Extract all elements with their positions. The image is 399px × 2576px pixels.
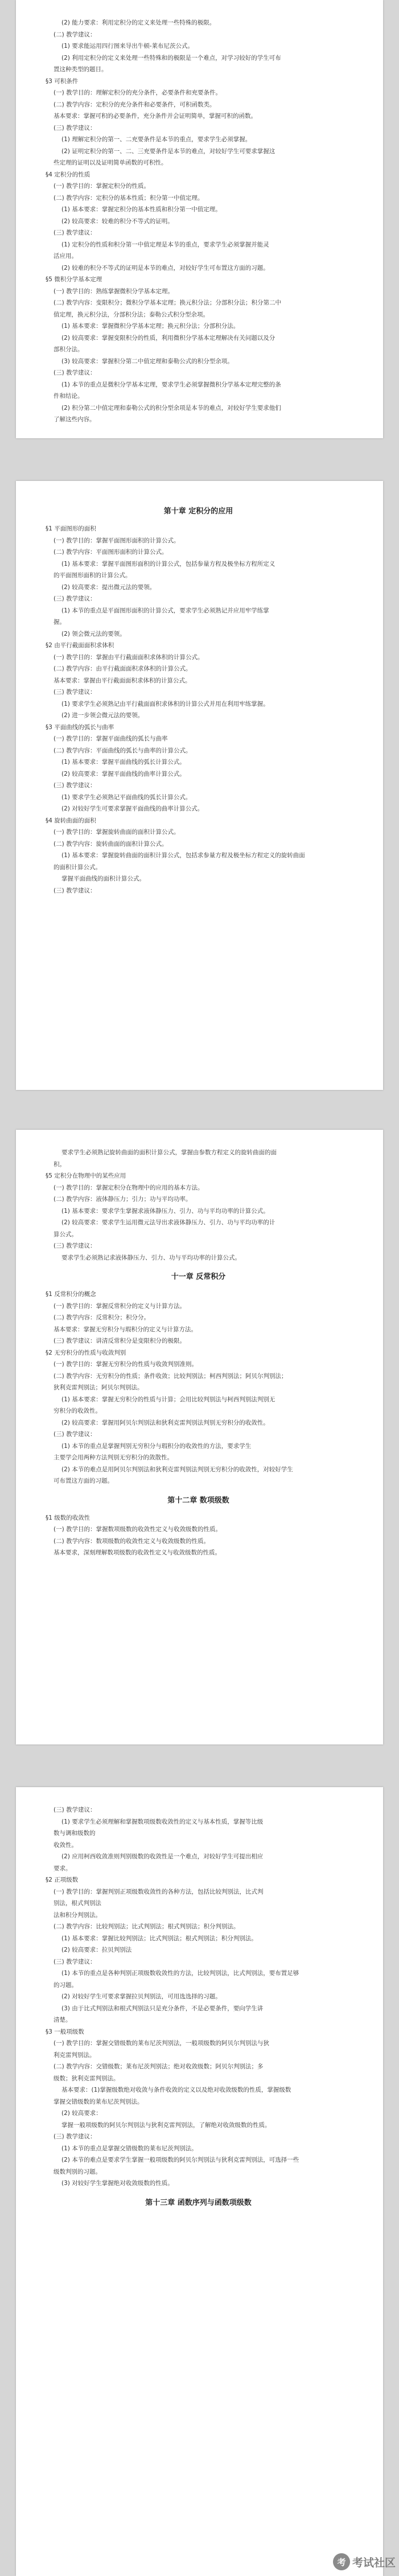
text-line: (二) 教学内容：定积分的基本性质；积分第一中值定理。 bbox=[54, 194, 204, 201]
text-line: 置这种类型的题目。 bbox=[54, 66, 108, 73]
text-line: 狄利克雷判别法；阿贝尔判别法。 bbox=[54, 1384, 143, 1391]
text-line: (一) 教学目的：熟练掌握微积分学基本定理。 bbox=[54, 287, 174, 295]
page-content bbox=[16, 1130, 383, 1570]
text-line: (2) 应用柯西收敛准则判别级数的收敛性是一个难点，对较好学生可提出相应 bbox=[61, 1853, 264, 1860]
section-heading: §3 可积条件 bbox=[46, 77, 79, 85]
section-heading: §5 微积分学基本定理 bbox=[46, 276, 102, 283]
text-line: (二) 教学内容：液体静压力；引力；功与平均功率。 bbox=[54, 1196, 192, 1203]
text-line: (1) 基本要求：掌握定积分的基本性质和积分第一中值定理。 bbox=[61, 206, 221, 213]
text-line: (二) 教学内容：定积分的充分条件和必要条件，可积函数类。 bbox=[54, 101, 216, 108]
text-line: (1) 本节的重点是掌握交错级数的莱布尼茨判别法。 bbox=[61, 2145, 198, 2152]
text-line: 数与调和级数的 bbox=[54, 1830, 96, 1837]
text-line: (1) 要求学生必须熟记平面曲线的弧长计算公式。 bbox=[61, 793, 192, 801]
text-line: (2) 本节的难点是用阿贝尔判别法和狄利克雷判别法判别无穷积分的收敛性，对较好学生 bbox=[61, 1466, 293, 1473]
text-line: (2) 领会微元法的要领。 bbox=[61, 630, 126, 637]
text-line: 部积分法。 bbox=[54, 346, 84, 353]
text-line: (1) 本节的重点是各种判别正项级数收敛性的方法，比较判别法，比式判别法，要布置足够 bbox=[61, 1970, 299, 1977]
text-line: (三) 教学建议： bbox=[54, 595, 96, 602]
text-line: 清楚。 bbox=[54, 2017, 72, 2023]
text-line: (三) 教学建议： bbox=[54, 1807, 96, 1813]
text-line: (1) 基本要求：掌握无穷积分的性质与计算；会用比较判别法与柯西判别法判别无 bbox=[61, 1396, 275, 1403]
text-line: (2) 较高要求：要求学生运用微元法导出求液体静压力、引力、功与平均功率的计 bbox=[61, 1219, 275, 1226]
text-line: (三) 教学建议： bbox=[54, 229, 96, 236]
section-heading: §4 定积分的性质 bbox=[46, 171, 91, 178]
text-line: (三) 教学建议： bbox=[54, 1242, 96, 1249]
text-line: (三) 教学建议： bbox=[54, 1958, 96, 1965]
text-line: 掌握一般项级数的阿贝尔判别法与狄利克雷判别法，了解绝对收敛级数的性质。 bbox=[61, 2121, 271, 2129]
text-line: 穷积分的收敛性。 bbox=[54, 1408, 101, 1414]
page-content bbox=[16, 481, 383, 908]
document-page-4 bbox=[16, 1787, 383, 2576]
text-line: (一) 教学目的：掌握平面曲线的弧长与曲率 bbox=[54, 735, 168, 742]
text-line: (一) 教学目的：掌握无穷积分的性质与收敛判别准则。 bbox=[54, 1361, 198, 1368]
text-line: (2) 较高要求：掌握变限积分的性质，利用微积分学基本定理解决有关问题以及分 bbox=[61, 334, 275, 341]
text-line: (三) 教学建议： bbox=[54, 1431, 96, 1438]
text-line: (1) 基本要求：要求学生掌握求液体静压力、引力、功与平均功率的计算公式。 bbox=[61, 1207, 269, 1215]
text-line: (三) 教学建议： bbox=[54, 887, 96, 894]
text-line: (一) 教学目的：掌握平面图形面积的计算公式。 bbox=[54, 537, 180, 544]
text-line: (1) 理解定积分的第一、二充要条件是本节的重点，要求学生必须掌握。 bbox=[61, 136, 252, 143]
document-page-3 bbox=[16, 1130, 383, 1744]
text-line: 的面积计算公式。 bbox=[54, 863, 101, 871]
text-line: (二) 教学内容：平面曲线的弧长与曲率的计算公式。 bbox=[54, 747, 192, 754]
text-line: (1) 要求学生必须熟记由平行截面面积求体积的计算公式并用在利用牢练掌握。 bbox=[61, 700, 269, 707]
text-line: 积。 bbox=[54, 1161, 65, 1168]
text-line: 主要学会用两种方法判别无穷积分的敛散性。 bbox=[54, 1454, 173, 1461]
text-line: 的习题。 bbox=[54, 1981, 77, 1989]
section-heading: §1 平面图形的面积 bbox=[46, 525, 96, 532]
text-line: (二) 教学内容：变限积分；微积分学基本定理；换元积分法；分部积分法；积分第二中 bbox=[54, 299, 282, 306]
section-heading: §2 正项级数 bbox=[46, 1877, 79, 1883]
text-line: (一) 教学目的：掌握交错级数的莱布尼茨判别法，一般项级数的阿贝尔判别法与狄 bbox=[54, 2040, 270, 2047]
text-line: (1) 基本要求：掌握旋转曲面的面积计算公式，包括求参量方程及极坐标方程定义的旋转曲面 bbox=[61, 852, 305, 859]
text-line: 要求。 bbox=[54, 1865, 72, 1872]
text-line: 级数判别的习题。 bbox=[54, 2168, 101, 2175]
text-line: (1) 基本要求：掌握平面曲线的弧长计算公式。 bbox=[61, 759, 186, 766]
watermark-brand: 考试社区 bbox=[352, 2556, 396, 2569]
text-line: (2) 积分第二中值定理和泰勒公式的积分型余项是本节的难点，对较好学生要求他们 bbox=[61, 404, 281, 411]
text-line: (一) 教学目的：掌握由平行截面面积求体积的计算公式。 bbox=[54, 653, 204, 661]
text-line: (2) 对较好学生可要求掌握平面曲线的曲率计算公式。 bbox=[61, 805, 204, 812]
text-line: 值定理，换元积分法，分部积分法；泰勒公式积分型余项。 bbox=[54, 311, 209, 318]
text-line: 握。 bbox=[54, 619, 65, 626]
section-heading: §1 反常积分的概念 bbox=[46, 1291, 96, 1298]
text-line: (一) 教学目的：掌握旋转曲面的面积计算公式。 bbox=[54, 829, 180, 836]
text-line: (1) 基本要求：掌握比较判别法；比式判别法；根式判别法；积分判别法。 bbox=[61, 1935, 257, 1942]
text-line: 活应用。 bbox=[54, 253, 77, 260]
text-line: (3) 对较好学生掌握绝对收敛级数的性质。 bbox=[61, 2180, 174, 2187]
text-line: (二) 教学内容：数项级数的收敛性定义与收敛级数的性质。 bbox=[54, 1537, 210, 1545]
text-line: (二) 教学内容：反常积分；积分分。 bbox=[54, 1314, 150, 1321]
text-line: 件和结论。 bbox=[54, 393, 84, 400]
text-line: 基本要求，深刻理解数项级数的收敛性定义与收敛级数的性质。 bbox=[54, 1549, 221, 1556]
document-page-1 bbox=[16, 0, 383, 438]
text-line: 的平面图形面积的计算公式。 bbox=[54, 572, 131, 579]
watermark-logo-icon: 考 bbox=[333, 2553, 350, 2570]
text-line: (一) 教学目的：掌握定积分的性质。 bbox=[54, 183, 150, 190]
text-line: 法和积分判别法。 bbox=[54, 1911, 101, 1919]
text-line: 了解这些内容。 bbox=[54, 416, 96, 423]
text-line: (一) 教学目的：掌握反常积分的定义与计算方法。 bbox=[54, 1302, 186, 1310]
text-line: 基本要求：掌握无穷积分与瑕积分的定义与计算方法。 bbox=[54, 1326, 197, 1333]
text-line: (二) 教学内容：比较判别法；比式判别法；根式判别法；积分判别法。 bbox=[54, 1923, 240, 1930]
text-line: (1) 定积分的性质和积分第一中值定理是本节的重点，要求学生必须掌握并能灵 bbox=[61, 241, 269, 248]
text-line: (一) 教学目的：掌握数项级数的收敛性定义与收敛级数的性质。 bbox=[54, 1526, 222, 1533]
text-line: (2) 较高要求：掌握平面曲线的曲率计算公式。 bbox=[61, 770, 186, 777]
text-line: (三) 教学建议：讲清反常积分是变限积分的极限。 bbox=[54, 1338, 186, 1344]
text-line: (1) 基本要求：掌握平面图形面积的计算公式，包括参量方程及极坐标方程所定义 bbox=[61, 560, 275, 567]
chapter-heading: 第十二章 数项级数 bbox=[167, 1496, 229, 1505]
text-line: (三) 教学建议： bbox=[54, 689, 96, 696]
section-heading: §5 定积分在物理中的某些应用 bbox=[46, 1172, 126, 1179]
document-page-2 bbox=[16, 481, 383, 1090]
text-line: 收敛性。 bbox=[54, 1841, 77, 1849]
text-line: 基本要求：掌握可积的必要条件，充分条件并会证明简单，掌握可积的函数。 bbox=[54, 113, 257, 120]
text-line: (2) 较高要求：掌握用阿贝尔判别法和狄利克雷判别法判别无穷积分的收敛性。 bbox=[61, 1419, 269, 1426]
page-content bbox=[16, 0, 383, 437]
text-line: (三) 教学建议： bbox=[54, 2133, 96, 2140]
text-line: (一) 教学目的：掌握判别正项级数收敛性的各种方法，包括比较判别法，比式判 bbox=[54, 1888, 264, 1895]
text-line: (三) 教学建议： bbox=[54, 124, 96, 131]
section-heading: §4 旋转曲面的面积 bbox=[46, 817, 96, 824]
site-watermark bbox=[333, 2553, 396, 2570]
text-line: (二) 教学内容：平面图形面积的计算公式。 bbox=[54, 549, 168, 555]
text-line: 掌握平面曲线的面积计算公式。 bbox=[61, 875, 145, 882]
chapter-heading: 十一章 反常积分 bbox=[171, 1273, 226, 1281]
text-line: 别法，根式判别法 bbox=[54, 1900, 101, 1907]
text-line: (三) 教学建议： bbox=[54, 369, 96, 376]
text-line: (3) 由于比式判别法和根式判别法只是充分条件，不是必要条件，要向学生讲 bbox=[61, 2005, 264, 2012]
text-line: (1) 基本要求：掌握微积分学基本定理；换元积分法；分部积分法。 bbox=[61, 323, 240, 330]
text-line: (2) 证明定积分的第一、二、三充要条件是本节的难点，对较好学生可要求掌握这 bbox=[61, 147, 275, 155]
text-line: (二) 教学内容：旋转曲面的面积计算公式。 bbox=[54, 840, 168, 847]
text-line: (1) 本节的重点是掌握判别无穷积分与瑕积分的收敛性的方法，要求学生 bbox=[61, 1442, 252, 1450]
section-heading: §2 由平行截面面积求体积 bbox=[46, 642, 114, 649]
text-line: (2) 本节的难点是要求学生掌握一般项级数的阿贝尔判别法与狄利克雷判别法，可选择一些 bbox=[61, 2157, 299, 2163]
text-line: (2) 对较好学生可要求掌握拉贝判别法，可用选选择的习题。 bbox=[61, 1993, 221, 2000]
text-line: (二) 教学建议： bbox=[54, 31, 96, 38]
chapter-heading: 第十三章 函数序列与函数项级数 bbox=[145, 2198, 252, 2207]
text-line: 算公式。 bbox=[54, 1231, 77, 1238]
text-line: (一) 教学目的：掌握定积分在物理中的应用的基本方法。 bbox=[54, 1184, 204, 1191]
section-heading: §1 级数的收敛性 bbox=[46, 1514, 91, 1521]
text-line: 要求学生必须熟记旋转曲面的面积计算公式，掌握由参数方程定义的旋转曲面的面 bbox=[61, 1149, 277, 1156]
text-line: (1) 本节的重点是平面图形面积的计算公式，要求学生必须熟记并应用牢学练掌 bbox=[61, 607, 269, 614]
text-line: 些定理的证明以及证明简单函数的可积性。 bbox=[54, 159, 167, 166]
text-line: 要求学生必须熟记求液体静压力、引力、功与平均功率的计算公式。 bbox=[61, 1254, 241, 1261]
text-line: (2) 能力要求：利用定积分的定义来处理一些特殊的极限。 bbox=[61, 19, 216, 26]
text-line: (1) 本节的重点是微积分学基本定理，要求学生必须掌握微积分学基本定理完整的条 bbox=[61, 381, 281, 388]
text-line: (2) 较高要求：拉贝判别法 bbox=[61, 1947, 132, 1953]
text-line: (一) 教学目的：理解定积分的充分条件，必要条件和充要条件。 bbox=[54, 89, 222, 96]
page-content bbox=[16, 1787, 383, 2226]
text-line: (1) 要求能运用四行图来导出牛顿-莱布尼茨公式。 bbox=[61, 43, 194, 50]
text-line: (2) 较高要求：提出微元法的要领。 bbox=[61, 583, 156, 591]
text-line: (2) 利用定积分的定义来处理一些特殊和的极限是一个难点，对学习较好的学生可布 bbox=[61, 54, 281, 61]
text-line: (二) 教学内容：由平行截面面积求体积的计算公式。 bbox=[54, 665, 192, 672]
text-line: (2) 较高要求： bbox=[61, 2110, 102, 2117]
text-line: (3) 较高要求：掌握积分第二中值定理和泰勒公式的积分型余项。 bbox=[61, 357, 233, 365]
section-heading: §3 平面曲线的弧长与曲率 bbox=[46, 723, 114, 731]
text-line: (二) 教学内容：交错级数；莱布尼茨判别法；绝对收敛级数；阿贝尔判别法；多 bbox=[54, 2063, 264, 2070]
text-line: 可布置这方面的习题。 bbox=[54, 1478, 113, 1484]
text-line: (二) 教学内容：无穷积分的性质；条件收敛；比较判别法；柯西判别法；阿贝尔判别法； bbox=[54, 1372, 287, 1380]
text-line: 利克雷判别法。 bbox=[54, 2051, 96, 2059]
text-line: (2) 进一步领会微元法的要领。 bbox=[61, 712, 144, 719]
text-line: 掌握交错级数的莱布尼茨判别法。 bbox=[54, 2098, 143, 2105]
text-line: (2) 较难的积分不等式的证明是本节的难点，对较好学生可布置这方面的习题。 bbox=[61, 264, 269, 271]
text-line: 基本要求：掌握由平行截面面积求体积的计算公式。 bbox=[54, 677, 191, 684]
section-heading: §3 一般项级数 bbox=[46, 2028, 84, 2035]
text-line: (2) 较高要求：较难的积分不等式的证明。 bbox=[61, 217, 174, 225]
chapter-heading: 第十章 定积分的应用 bbox=[163, 507, 233, 516]
text-line: 基本要求：(1)掌握级数绝对收敛与条件收敛的定义以及绝对收敛级数的性质，掌握级数 bbox=[61, 2087, 291, 2093]
text-line: (1) 要求学生必须理解和掌握数项级数收敛性的定义与基本性质，掌握等比级 bbox=[61, 1818, 264, 1825]
text-line: 级数；狄利克雷判别法。 bbox=[54, 2075, 120, 2082]
text-line: (三) 教学建议： bbox=[54, 782, 96, 789]
section-heading: §2 无穷积分的性质与收敛判别 bbox=[46, 1349, 126, 1356]
